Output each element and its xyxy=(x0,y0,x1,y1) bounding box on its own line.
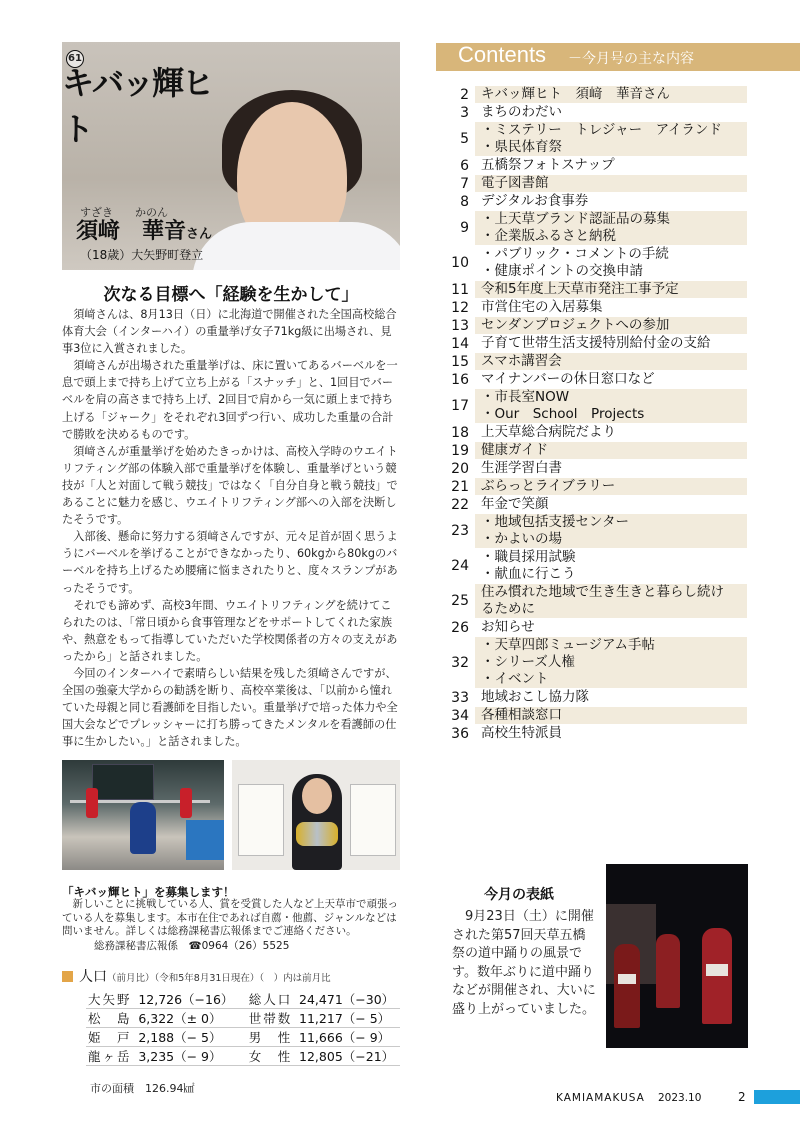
toc-item: お知らせ xyxy=(481,619,535,635)
toc-page-number: 20 xyxy=(451,460,469,477)
toc-page-number: 26 xyxy=(451,619,469,636)
population-table xyxy=(86,990,400,1066)
toc-row xyxy=(443,175,747,193)
toc-item: 年金で笑顔 xyxy=(481,496,549,512)
toc-row xyxy=(443,317,747,335)
toc-item: ・パブリック・コメントの手続 xyxy=(481,246,669,262)
square-marker-icon xyxy=(62,971,73,982)
stat-label: 世帯数 xyxy=(247,1009,297,1028)
stat-value: 24,471（−30） xyxy=(297,990,400,1009)
toc-items xyxy=(475,371,747,388)
toc-items xyxy=(475,689,747,706)
toc-row xyxy=(443,460,747,478)
toc-row xyxy=(443,514,747,549)
toc-page-number: 17 xyxy=(451,398,469,414)
stat-value: 11,217（− 5） xyxy=(297,1009,400,1028)
toc-row xyxy=(443,442,747,460)
toc-page-number: 11 xyxy=(451,281,469,298)
toc-item: ぶらっとライブラリー xyxy=(481,478,616,494)
district-label: 松 島 xyxy=(86,1009,136,1028)
toc-row xyxy=(443,689,747,707)
series-title: キバッ輝ヒト xyxy=(62,64,213,148)
toc-page-number: 25 xyxy=(451,593,469,609)
toc-item: ・企業版ふるさと納税 xyxy=(481,228,616,244)
toc-items xyxy=(475,478,747,495)
toc-item: ・健康ポイントの交換申請 xyxy=(481,263,643,279)
toc-items xyxy=(475,514,747,548)
toc-items xyxy=(475,619,747,636)
toc-items xyxy=(475,299,747,316)
dancer-sash xyxy=(618,974,636,984)
toc-page-number: 34 xyxy=(451,707,469,724)
weightlifting-photo xyxy=(62,760,224,870)
toc-item: ・上天草ブランド認証品の募集 xyxy=(481,211,670,227)
district-value: 12,726（−16） xyxy=(136,990,239,1009)
series-number: 61 xyxy=(66,50,84,68)
stat-label: 総人口 xyxy=(247,990,297,1009)
population-note: （前月比）（令和5年8月31日現在）（ ）内は前月比 xyxy=(107,973,331,984)
toc-item: 上天草総合病院だより xyxy=(481,424,616,440)
toc-item: ・市長室NOW xyxy=(481,389,570,405)
toc-item: 住み慣れた地域で生き生きと暮らし続け xyxy=(481,584,724,600)
toc-items xyxy=(475,175,747,192)
toc-item: マイナンバーの休日窓口など xyxy=(481,371,655,387)
toc-items xyxy=(475,725,747,742)
person-age-town: （18歳）大矢野町登立 xyxy=(80,248,204,262)
name-ruby: すざき かのん xyxy=(80,206,168,219)
toc-row xyxy=(443,157,747,175)
toc-item: 高校生特派員 xyxy=(481,725,562,741)
toc-row xyxy=(443,122,747,157)
toc-item: ・天草四郎ミュージアム手帖 xyxy=(481,637,656,653)
toc-page-number: 7 xyxy=(460,175,469,192)
toc-item: ・県民体育祭 xyxy=(481,139,562,155)
toc-row xyxy=(443,584,747,619)
toc-page-number: 36 xyxy=(451,725,469,742)
toc-item: ・シリーズ人権 xyxy=(481,654,575,670)
toc-item: 地域おこし協力隊 xyxy=(481,689,589,705)
toc-items xyxy=(475,211,747,245)
toc-items xyxy=(475,335,747,352)
toc-page-number: 33 xyxy=(451,689,469,706)
toc-items xyxy=(475,86,747,103)
toc-item: 市営住宅の入居募集 xyxy=(481,299,603,315)
toc-item: まちのわだい xyxy=(481,104,562,120)
toc-item: ・地域包括支援センター xyxy=(481,514,629,530)
table-row xyxy=(86,990,400,1009)
toc-page-number: 2 xyxy=(460,86,469,103)
toc-row xyxy=(443,496,747,514)
toc-page-number: 22 xyxy=(451,496,469,513)
scoreboard xyxy=(92,764,154,800)
toc-page-number: 13 xyxy=(451,317,469,334)
toc-items xyxy=(475,460,747,477)
toc-row xyxy=(443,104,747,122)
award-person-face xyxy=(302,778,332,814)
toc-items xyxy=(475,104,747,121)
table-row xyxy=(86,1028,400,1047)
toc-page-number: 8 xyxy=(460,193,469,210)
toc-row xyxy=(443,619,747,637)
toc-item: 電子図書館 xyxy=(481,175,549,191)
district-label: 姫 戸 xyxy=(86,1028,136,1047)
cover-photo xyxy=(606,864,748,1048)
stat-value: 12,805（−21） xyxy=(297,1047,400,1066)
toc-page-number: 18 xyxy=(451,424,469,441)
toc-items xyxy=(475,389,747,423)
page-number: 2 xyxy=(738,1090,746,1104)
toc-page-number: 10 xyxy=(451,255,469,271)
toc-items xyxy=(475,637,747,688)
lifter xyxy=(130,802,156,854)
toc-page-number: 3 xyxy=(460,104,469,121)
toc-items xyxy=(475,317,747,334)
toc-row xyxy=(443,299,747,317)
toc-page-number: 9 xyxy=(460,220,469,236)
certificate xyxy=(350,784,396,856)
cover-description: 9月23日（土）に開催された第57回天草五橋祭の道中踊りの風景です。数年ぶりに道中踊りなどが開催され、大いに盛り上がっていました。 xyxy=(452,909,596,1017)
district-label: 龍ヶ岳 xyxy=(86,1047,136,1066)
toc-item: るために xyxy=(481,601,535,617)
toc-page-number: 19 xyxy=(451,442,469,459)
toc-items xyxy=(475,193,747,210)
district-value: 2,188（− 5） xyxy=(136,1028,239,1047)
toc-item: キバッ輝ヒト 須﨑 華音さん xyxy=(481,86,670,102)
cover-title: 今月の表紙 xyxy=(484,887,554,903)
toc-page-number: 12 xyxy=(451,299,469,316)
article-paragraph: 須﨑さんが重量挙げを始めたきっかけは、高校入学時のウエイトリフティング部の体験入部で重量挙げを体験し、重量挙げという競技が「人と対面して戦う競技」ではなく「自分自身と戦う競技」であることに魅力を感じ、ウエイトリフティング部への入部を決断したそうです。 xyxy=(62,444,398,527)
medals xyxy=(296,822,338,846)
toc-item: ・かよいの場 xyxy=(481,531,562,547)
table-row xyxy=(86,1047,400,1066)
toc-item: ・ミステリー トレジャー アイランド xyxy=(481,122,722,138)
article-body xyxy=(62,306,400,750)
toc-item: 子育て世帯生活支援特別給付金の支給 xyxy=(481,335,711,351)
stat-label: 女 性 xyxy=(247,1047,297,1066)
toc-row xyxy=(443,211,747,246)
toc-page-number: 5 xyxy=(460,131,469,147)
toc-items xyxy=(475,281,747,298)
toc-items xyxy=(475,707,747,724)
dancer xyxy=(656,934,680,1008)
toc-row xyxy=(443,478,747,496)
footer-date: 2023.10 xyxy=(658,1092,702,1104)
toc-items xyxy=(475,549,747,583)
toc-row xyxy=(443,335,747,353)
toc-page-number: 23 xyxy=(451,523,469,539)
article-paragraph: それでも諦めず、高校3年間、ウエイトリフティングを続けてこられたのは、「常日頃から食事管理などをサポートしてくれた家族や、熱意をもって指導していただいた学校関係者の方々の支えがあったから」と話されました。 xyxy=(62,598,398,663)
article-paragraph: 今回のインターハイで素晴らしい結果を残した須﨑さんですが、全国の強豪大学からの勧誘を断り、高校卒業後は、「以前から憧れていた母親と同じ看護師を目指したい。重量挙げで培った体力や全国大会などでプレッシャーに打ち勝ってきたメンタルを看護師の仕事に生かしたい。」と話されました。 xyxy=(62,666,398,749)
toc-row xyxy=(443,86,747,104)
barbell-plate xyxy=(86,788,98,818)
toc-items xyxy=(475,442,747,459)
toc-page-number: 21 xyxy=(451,478,469,495)
toc-items xyxy=(475,496,747,513)
event-banner xyxy=(186,820,224,860)
toc-item: ・Our School Projects xyxy=(481,406,645,422)
toc-page-number: 24 xyxy=(451,558,469,574)
toc-row xyxy=(443,549,747,584)
dancer xyxy=(614,944,640,1028)
population-title: 人口 xyxy=(79,969,107,985)
dancer xyxy=(702,928,732,1024)
footer-tab xyxy=(754,1090,800,1104)
contents-subtitle: －今月号の主な内容 xyxy=(568,51,694,67)
toc-item: 生涯学習白書 xyxy=(481,460,562,476)
toc-page-number: 14 xyxy=(451,335,469,352)
toc-row xyxy=(443,637,747,689)
toc-row xyxy=(443,193,747,211)
table-of-contents xyxy=(443,86,747,743)
population-heading xyxy=(62,966,400,986)
person-name-suffix: さん xyxy=(186,227,213,242)
award-photo xyxy=(232,760,400,870)
person-name xyxy=(76,214,266,245)
toc-row xyxy=(443,371,747,389)
district-value: 3,235（− 9） xyxy=(136,1047,239,1066)
toc-item: ・職員採用試験 xyxy=(481,549,576,565)
toc-item: デジタルお食事券 xyxy=(481,193,589,209)
recruit-body: 新しいことに挑戦している人、賞を受賞した人など上天草市で頑張っている人を募集します。本市在住であれば自薦・他薦、ジャンルなどは問いません。詳しくは総務課秘書広報係までご連絡ください。 xyxy=(62,898,398,937)
footer-publication: KAMIAMAKUSA xyxy=(556,1092,645,1104)
barbell-plate xyxy=(180,788,192,818)
toc-items xyxy=(475,584,747,618)
toc-row xyxy=(443,246,747,281)
district-value: 6,322（± 0） xyxy=(136,1009,239,1028)
recruit-title: 「キバッ輝ヒト」を募集します！ xyxy=(62,885,235,899)
toc-row xyxy=(443,353,747,371)
toc-items xyxy=(475,424,747,441)
toc-items xyxy=(475,353,747,370)
toc-item: 健康ガイド xyxy=(481,442,549,458)
toc-row xyxy=(443,389,747,424)
toc-row xyxy=(443,707,747,725)
toc-item: センダンプロジェクトへの参加 xyxy=(481,317,670,333)
toc-page-number: 32 xyxy=(451,654,469,671)
article-headline: 次なる目標へ「経験を生かして」 xyxy=(103,285,359,305)
toc-item: 五橋祭フォトスナップ xyxy=(481,157,615,173)
toc-item: 各種相談窓口 xyxy=(481,707,562,723)
person-name-text: 須﨑 華音 xyxy=(76,218,187,244)
toc-items xyxy=(475,157,747,174)
toc-page-number: 16 xyxy=(451,371,469,388)
stat-value: 11,666（− 9） xyxy=(297,1028,400,1047)
toc-item: ・献血に行こう xyxy=(481,566,576,582)
dancer-sash xyxy=(706,964,728,976)
stat-label: 男 性 xyxy=(247,1028,297,1047)
toc-item: スマホ講習会 xyxy=(481,353,562,369)
toc-page-number: 6 xyxy=(460,157,469,174)
article-paragraph: 須﨑さんは、8月13日（日）に北海道で開催された全国高校総合体育大会（インターハイ）の重量挙げ女子71kg級に出場され、見事3位に入賞されました。 xyxy=(62,308,397,356)
toc-items xyxy=(475,122,747,156)
certificate xyxy=(238,784,284,856)
article-paragraph: 入部後、懸命に努力する須﨑さんですが、元々足首が固く思うようにバーベルを挙げることができなかったり、60kgから80kgのバーベルを持ち上げるため腰痛に悩まされたりと、度々スランプがあったそうです。 xyxy=(62,530,398,595)
table-row xyxy=(86,1009,400,1028)
city-area: 市の面積 126.94㎢ xyxy=(90,1082,195,1095)
toc-item: ・イベント xyxy=(481,671,549,687)
toc-item: 令和5年度上天草市発注工事予定 xyxy=(481,281,679,297)
article-paragraph: 須﨑さんが出場された重量挙げは、床に置いてあるバーベルを一息で頭上まで持ち上げて立ち上がる「スナッチ」と、1回目でバーベルを肩の高さまで持ち上げ、2回目で肩から一気に頭上まで持ち上げる「ジャーク」をそれぞれ3回ずつ行い、成功した重量の合計で勝敗を決めるものです。 xyxy=(62,359,398,441)
recruit-contact: 総務課秘書広報係 ☎0964（26）5525 xyxy=(94,940,290,952)
toc-row xyxy=(443,424,747,442)
contents-title: Contents xyxy=(458,42,547,67)
toc-row xyxy=(443,725,747,743)
toc-page-number: 15 xyxy=(451,353,469,370)
district-label: 大矢野 xyxy=(86,990,136,1009)
toc-items xyxy=(475,246,747,280)
toc-row xyxy=(443,281,747,299)
